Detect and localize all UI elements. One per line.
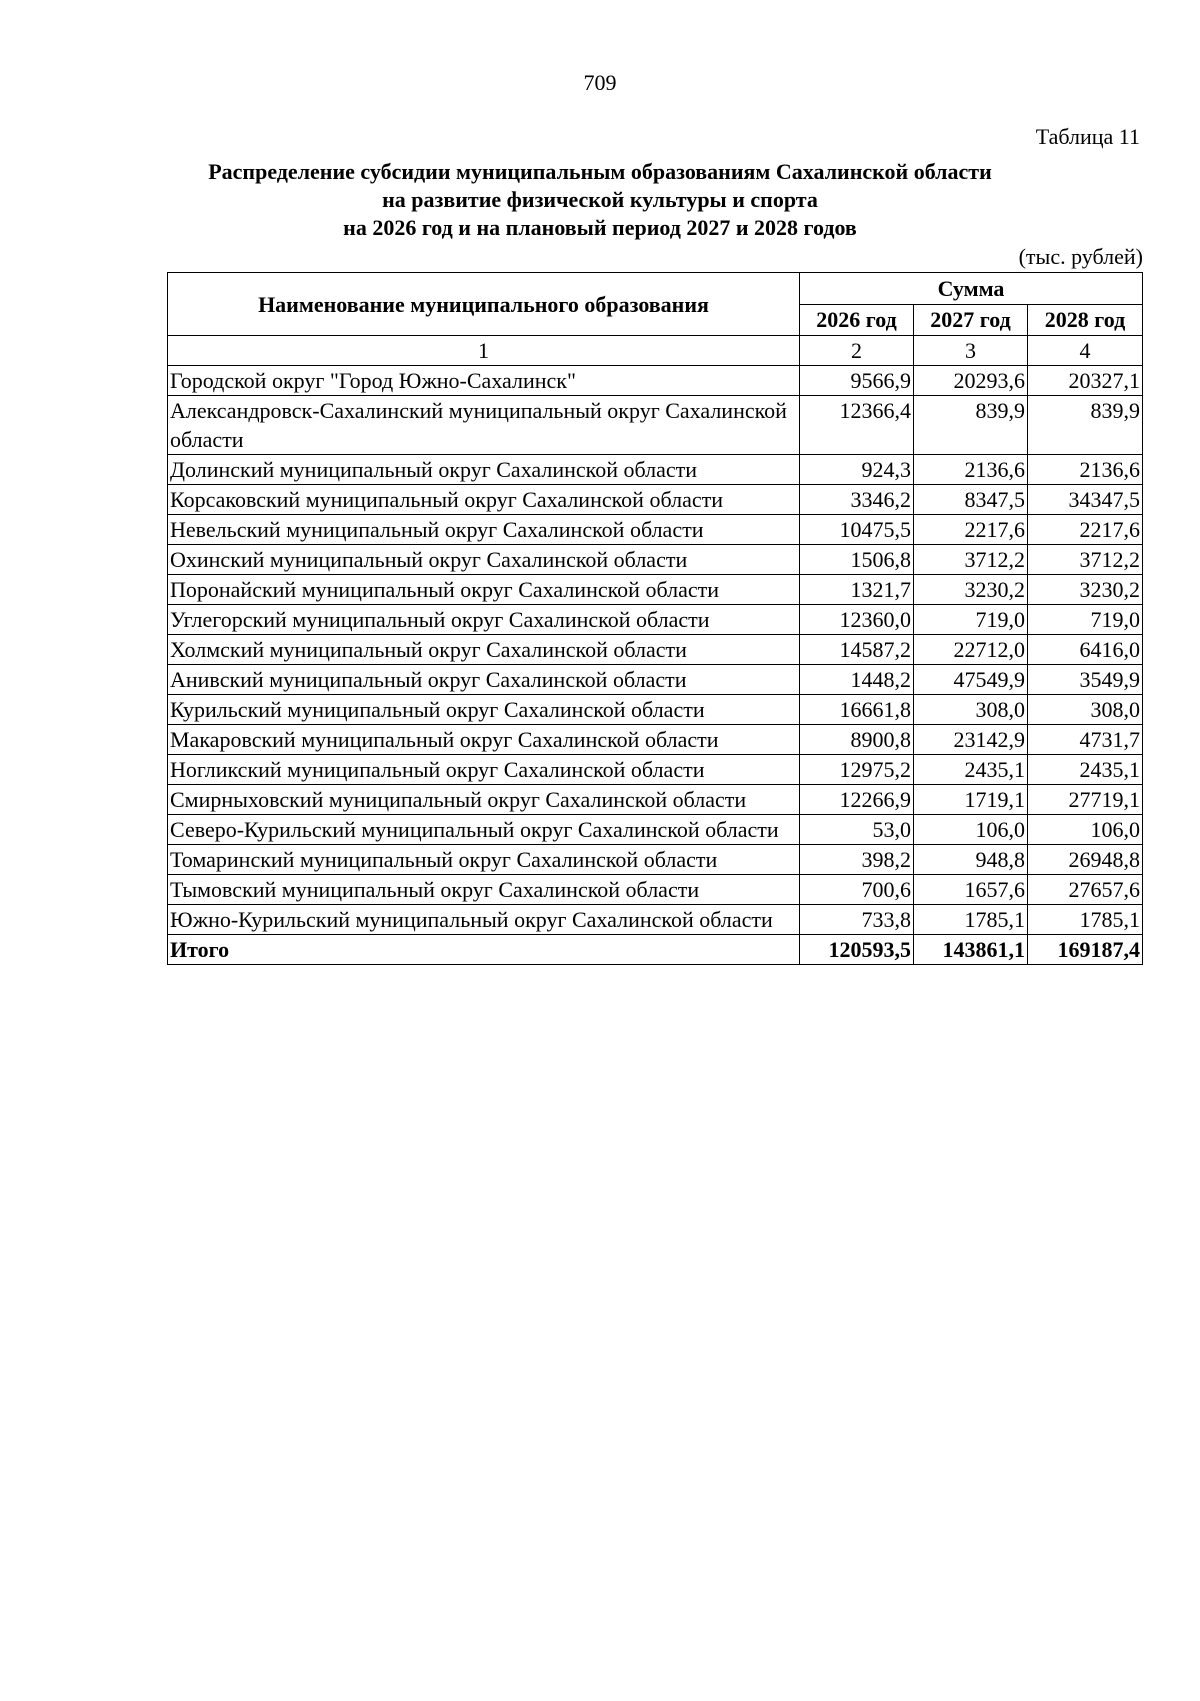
municipality-name: Александровск-Сахалинский муниципальный округ Сахалинской области	[168, 396, 800, 455]
municipality-name: Анивский муниципальный округ Сахалинской области	[168, 665, 800, 695]
value-2028: 20327,1	[1028, 366, 1143, 396]
value-2028: 27657,6	[1028, 875, 1143, 905]
value-2028: 839,9	[1028, 396, 1143, 455]
value-2026: 12975,2	[800, 755, 914, 785]
units-label: (тыс. рублей)	[1018, 244, 1143, 269]
table-row	[168, 665, 1143, 695]
value-2027: 20293,6	[914, 366, 1028, 396]
value-2026: 9566,9	[800, 366, 914, 396]
value-2027: 3230,2	[914, 575, 1028, 605]
value-2028: 27719,1	[1028, 785, 1143, 815]
value-2028: 26948,8	[1028, 845, 1143, 875]
column-index: 2	[800, 336, 914, 366]
value-2028: 6416,0	[1028, 635, 1143, 665]
municipality-name: Городской округ "Город Южно-Сахалинск"	[168, 366, 800, 396]
table-row	[168, 815, 1143, 845]
table-row	[168, 725, 1143, 755]
municipality-name: Смирныховский муниципальный округ Сахалинской области	[168, 785, 800, 815]
value-2026: 924,3	[800, 455, 914, 485]
table-row	[168, 605, 1143, 635]
table-row	[168, 455, 1143, 485]
table-row	[168, 755, 1143, 785]
total-label: Итого	[168, 935, 800, 965]
value-2027: 1785,1	[914, 905, 1028, 935]
column-index: 3	[914, 336, 1028, 366]
value-2027: 1657,6	[914, 875, 1028, 905]
table-row	[168, 875, 1143, 905]
value-2026: 398,2	[800, 845, 914, 875]
value-2026: 10475,5	[800, 515, 914, 545]
document-title	[0, 158, 1200, 242]
municipality-name: Курильский муниципальный округ Сахалинской области	[168, 695, 800, 725]
table-row	[168, 545, 1143, 575]
table-row	[168, 485, 1143, 515]
municipality-name: Тымовский муниципальный округ Сахалинской области	[168, 875, 800, 905]
column-index: 4	[1028, 336, 1143, 366]
title-line: Распределение субсидии муниципальным образованиям Сахалинской области	[208, 159, 992, 184]
value-2027: 1719,1	[914, 785, 1028, 815]
header-year-2027: 2027 год	[914, 304, 1028, 336]
municipality-name: Северо-Курильский муниципальный округ Сахалинской области	[168, 815, 800, 845]
value-2027: 948,8	[914, 845, 1028, 875]
table-row	[168, 635, 1143, 665]
value-2026: 53,0	[800, 815, 914, 845]
header-name-column: Наименование муниципального образования	[168, 273, 800, 336]
table-row	[168, 366, 1143, 396]
value-2026: 1448,2	[800, 665, 914, 695]
table-row	[168, 785, 1143, 815]
value-2027: 2217,6	[914, 515, 1028, 545]
table-row	[168, 396, 1143, 455]
value-2027: 22712,0	[914, 635, 1028, 665]
municipality-name: Томаринский муниципальный округ Сахалинской области	[168, 845, 800, 875]
municipality-name: Южно-Курильский муниципальный округ Сахалинской области	[168, 905, 800, 935]
header-sum: Сумма	[800, 273, 1143, 305]
municipality-name: Поронайский муниципальный округ Сахалинской области	[168, 575, 800, 605]
value-2026: 12266,9	[800, 785, 914, 815]
value-2027: 106,0	[914, 815, 1028, 845]
value-2026: 733,8	[800, 905, 914, 935]
header-year-2028: 2028 год	[1028, 304, 1143, 336]
value-2028: 3712,2	[1028, 545, 1143, 575]
value-2027: 23142,9	[914, 725, 1028, 755]
value-2026: 16661,8	[800, 695, 914, 725]
title-line: на 2026 год и на плановый период 2027 и 2028 годов	[343, 215, 857, 240]
municipality-name: Холмский муниципальный округ Сахалинской области	[168, 635, 800, 665]
table-row	[168, 515, 1143, 545]
value-2026: 12360,0	[800, 605, 914, 635]
value-2027: 839,9	[914, 396, 1028, 455]
value-2028: 2217,6	[1028, 515, 1143, 545]
table-row	[168, 575, 1143, 605]
table-row	[168, 905, 1143, 935]
title-line: на развитие физической культуры и спорта	[382, 187, 818, 212]
value-2026: 14587,2	[800, 635, 914, 665]
value-2026: 1506,8	[800, 545, 914, 575]
municipality-name: Корсаковский муниципальный округ Сахалинской области	[168, 485, 800, 515]
value-2028: 34347,5	[1028, 485, 1143, 515]
value-2027: 719,0	[914, 605, 1028, 635]
value-2028: 719,0	[1028, 605, 1143, 635]
value-2026: 8900,8	[800, 725, 914, 755]
page-number: 709	[583, 70, 617, 95]
value-2028: 3230,2	[1028, 575, 1143, 605]
value-2027: 8347,5	[914, 485, 1028, 515]
table-row	[168, 695, 1143, 725]
value-2028: 2435,1	[1028, 755, 1143, 785]
municipality-name: Долинский муниципальный округ Сахалинской области	[168, 455, 800, 485]
value-2028: 1785,1	[1028, 905, 1143, 935]
total-2027: 143861,1	[914, 935, 1028, 965]
value-2027: 2435,1	[914, 755, 1028, 785]
value-2027: 3712,2	[914, 545, 1028, 575]
total-row	[168, 935, 1143, 965]
value-2026: 3346,2	[800, 485, 914, 515]
value-2027: 308,0	[914, 695, 1028, 725]
column-index: 1	[168, 336, 800, 366]
value-2026: 12366,4	[800, 396, 914, 455]
value-2028: 106,0	[1028, 815, 1143, 845]
municipality-name: Ногликский муниципальный округ Сахалинской области	[168, 755, 800, 785]
total-2026: 120593,5	[800, 935, 914, 965]
value-2027: 47549,9	[914, 665, 1028, 695]
municipality-name: Углегорский муниципальный округ Сахалинской области	[168, 605, 800, 635]
value-2028: 4731,7	[1028, 725, 1143, 755]
total-2028: 169187,4	[1028, 935, 1143, 965]
value-2026: 1321,7	[800, 575, 914, 605]
table-label: Таблица 11	[1035, 124, 1140, 149]
municipality-name: Невельский муниципальный округ Сахалинской области	[168, 515, 800, 545]
subsidy-table	[167, 272, 1143, 965]
value-2028: 2136,6	[1028, 455, 1143, 485]
value-2026: 700,6	[800, 875, 914, 905]
value-2028: 308,0	[1028, 695, 1143, 725]
municipality-name: Макаровский муниципальный округ Сахалинской области	[168, 725, 800, 755]
value-2027: 2136,6	[914, 455, 1028, 485]
table-row	[168, 845, 1143, 875]
municipality-name: Охинский муниципальный округ Сахалинской области	[168, 545, 800, 575]
value-2028: 3549,9	[1028, 665, 1143, 695]
table-body	[168, 366, 1143, 935]
header-year-2026: 2026 год	[800, 304, 914, 336]
